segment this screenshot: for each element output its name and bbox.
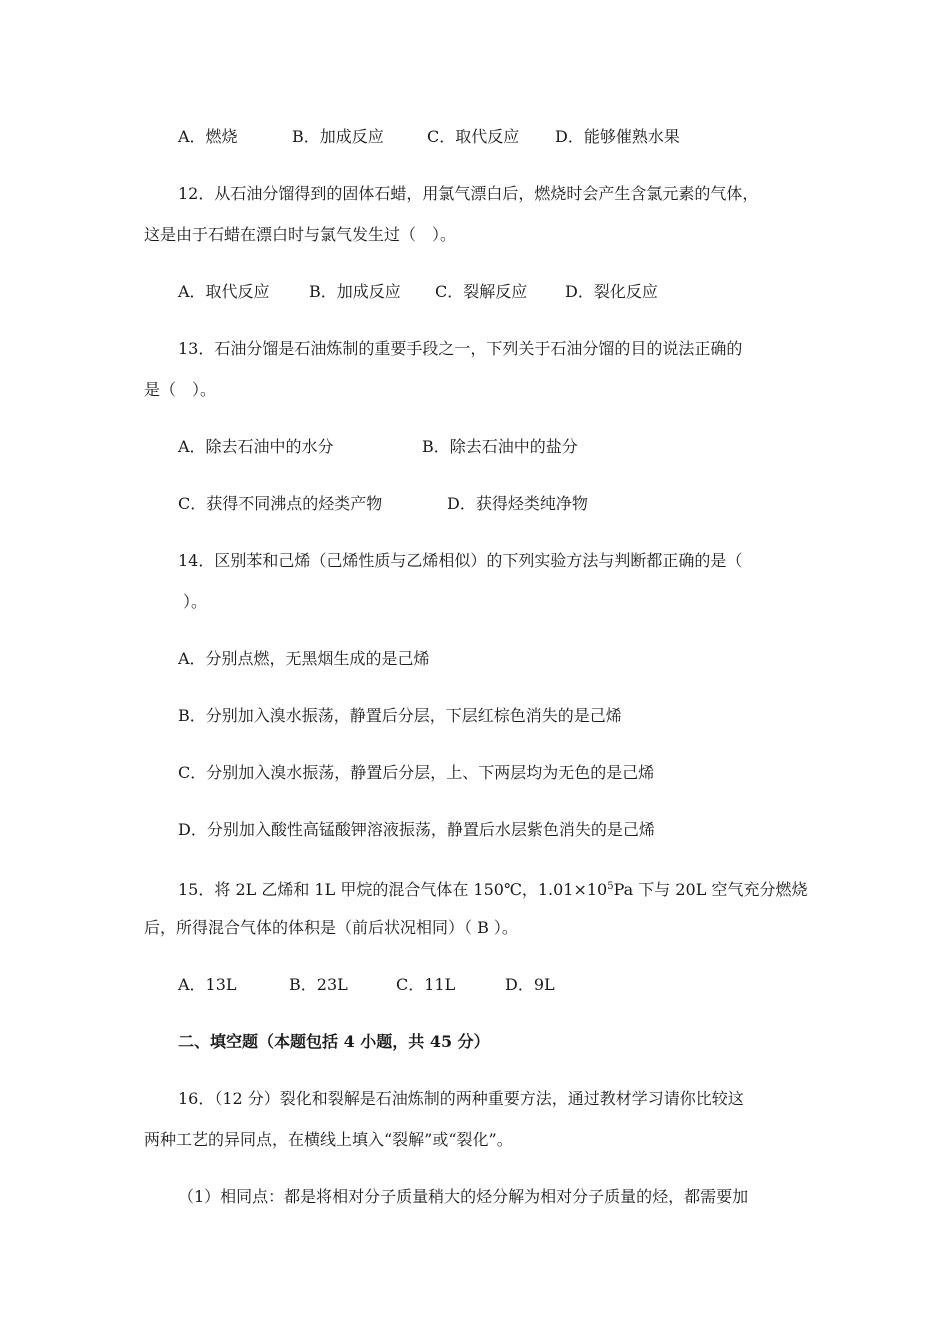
q15-stem-text: 15．将 2L 乙烯和 1L 甲烷的混合气体在 150℃，1.01×10 <box>178 880 608 899</box>
q12-stem-line1: 12．从石油分馏得到的固体石蜡，用氯气漂白后，燃烧时会产生含氯元素的气体， <box>178 184 759 203</box>
q14-stem-line2: ）。 <box>183 592 208 611</box>
q15-stem-line2: 后，所得混合气体的体积是（前后状况相同）（ B ）。 <box>144 918 518 937</box>
q11-option-a: A．燃烧 <box>178 127 238 146</box>
q13-stem-line1: 13．石油分馏是石油炼制的重要手段之一，下列关于石油分馏的目的说法正确的 <box>178 339 743 358</box>
q13-option-b: B．除去石油中的盐分 <box>422 437 578 456</box>
q13-option-a: A．除去石油中的水分 <box>178 437 334 456</box>
q14-option-b: B．分别加入溴水振荡，静置后分层，下层红棕色消失的是己烯 <box>178 706 622 725</box>
q11-option-c: C．取代反应 <box>427 127 520 146</box>
q15-exponent: 5 <box>607 881 614 892</box>
q13-options-row2 <box>178 494 588 514</box>
q14-option-a: A．分别点燃，无黑烟生成的是己烯 <box>178 649 430 668</box>
q12-option-b: B．加成反应 <box>309 282 401 301</box>
q13-options-row1 <box>178 437 578 457</box>
q11-option-d: D．能够催熟水果 <box>555 127 680 146</box>
q15-option-d: D．9L <box>505 975 555 994</box>
q13-stem-line2: 是（ ）。 <box>144 380 217 399</box>
q15-stem-line1 <box>178 877 807 900</box>
q14-option-d: D．分别加入酸性高锰酸钾溶液振荡，静置后水层紫色消失的是己烯 <box>178 820 655 839</box>
q15-option-c: C．11L <box>396 975 456 994</box>
q12-option-c: C．裂解反应 <box>435 282 528 301</box>
section-heading: 二、填空题（本题包括 4 小题，共 45 分） <box>178 1032 490 1051</box>
q11-option-b: B．加成反应 <box>292 127 384 146</box>
q12-option-a: A．取代反应 <box>178 282 270 301</box>
q12-options <box>178 282 658 302</box>
q14-option-c: C．分别加入溴水振荡，静置后分层，上、下两层均为无色的是己烯 <box>178 763 655 782</box>
q14-stem-line1: 14．区别苯和己烯（己烯性质与乙烯相似）的下列实验方法与判断都正确的是（ <box>178 551 743 570</box>
q12-option-d: D．裂化反应 <box>565 282 658 301</box>
q15-stem-text-cont: Pa 下与 20L 空气充分燃烧 <box>613 880 808 899</box>
q13-option-c: C．获得不同沸点的烃类产物 <box>178 494 383 513</box>
q15-option-a: A．13L <box>178 975 237 994</box>
q12-stem-line2: 这是由于石蜡在漂白时与氯气发生过（ ）。 <box>144 225 457 244</box>
q15-option-b: B．23L <box>289 975 348 994</box>
q13-option-d: D．获得烃类纯净物 <box>447 494 588 513</box>
q15-options <box>178 975 555 995</box>
q16-stem-line1: 16．（12 分）裂化和裂解是石油炼制的两种重要方法，通过教材学习请你比较这 <box>178 1089 744 1108</box>
q16-sub1-line1: （1）相同点：都是将相对分子质量稍大的烃分解为相对分子质量的烃，都需要加 <box>178 1187 749 1206</box>
q11-options <box>178 127 680 147</box>
q16-stem-line2: 两种工艺的异同点，在横线上填入“裂解”或“裂化”。 <box>144 1130 513 1149</box>
